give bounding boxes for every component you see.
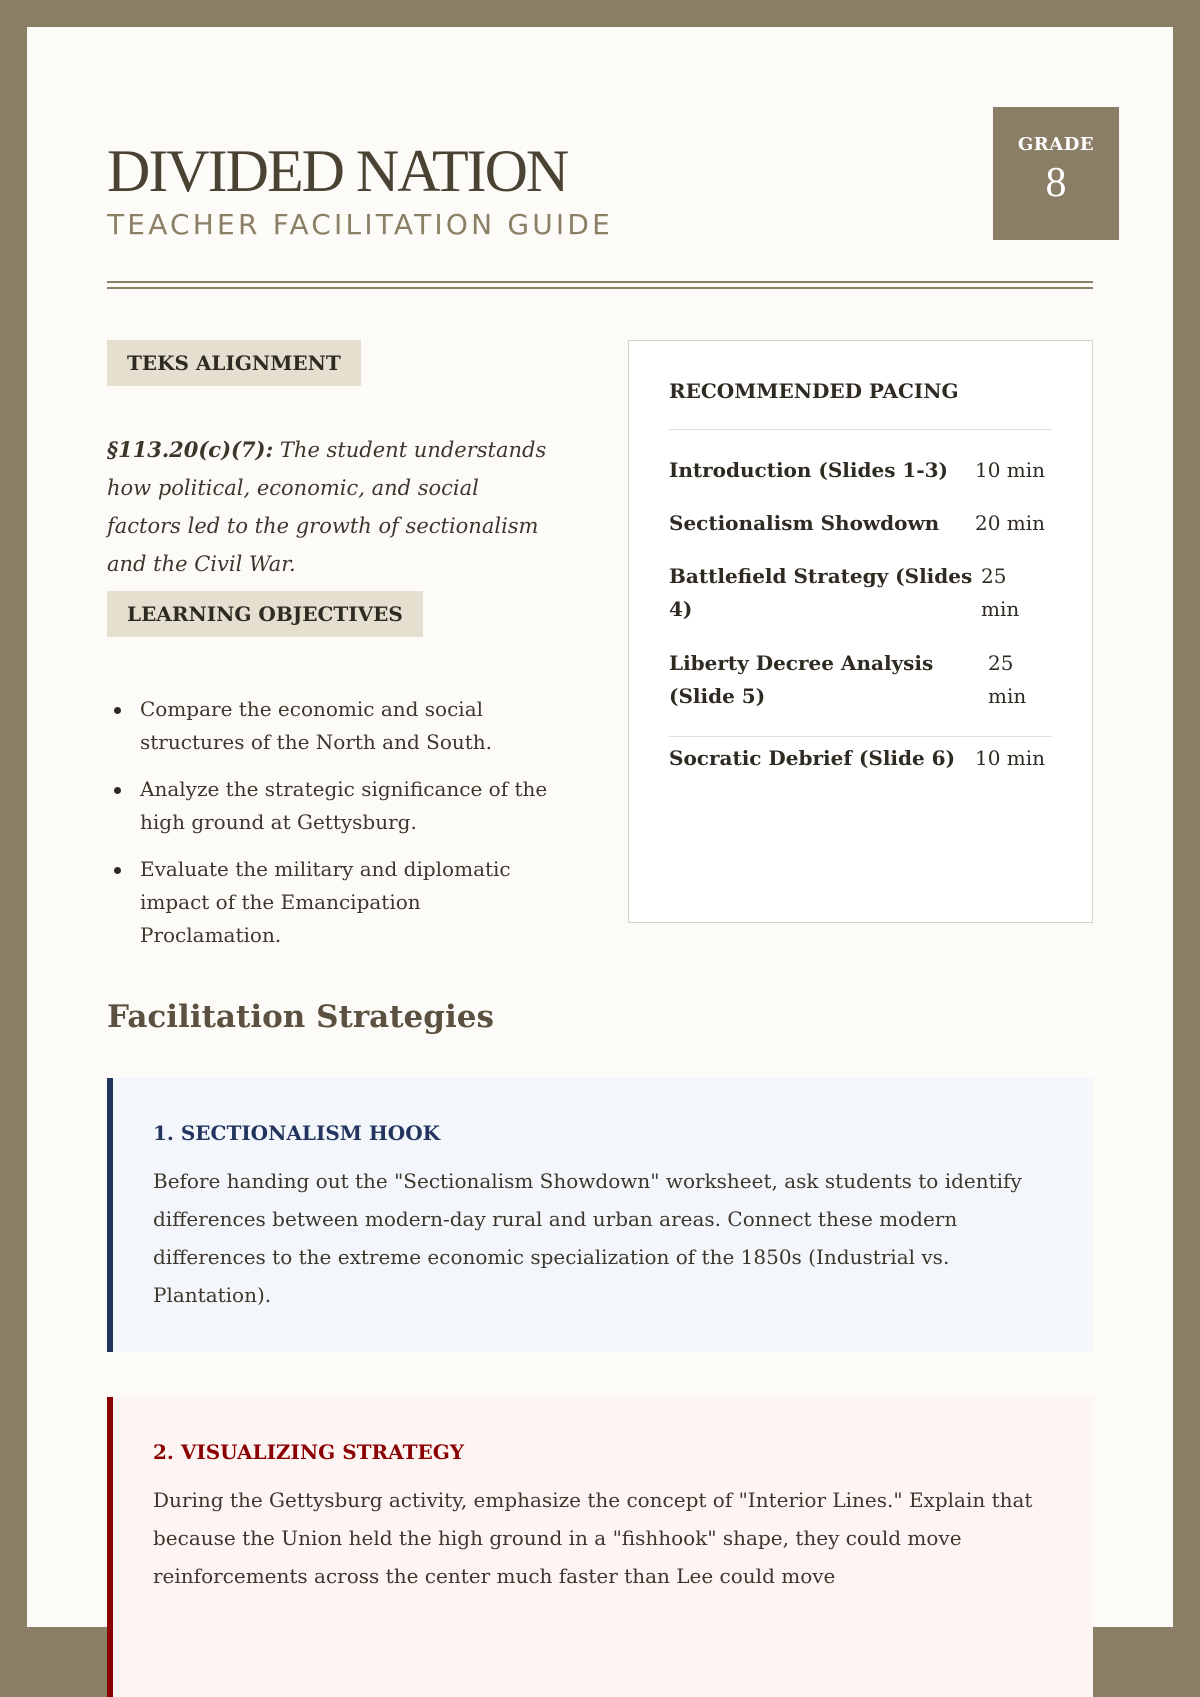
- objectives-heading: LEARNING OBJECTIVES: [107, 591, 423, 637]
- page-title: DIVIDED NATION: [107, 138, 568, 204]
- strategy-title: 2. VISUALIZING STRATEGY: [153, 1440, 465, 1464]
- pacing-duration: 20 min: [975, 511, 1046, 535]
- strategy-title: 1. SECTIONALISM HOOK: [153, 1121, 440, 1145]
- pacing-activity: Introduction (Slides 1-3): [669, 458, 949, 482]
- pacing-heading: RECOMMENDED PACING: [669, 379, 959, 403]
- teks-description: The student understands how political, economic, and social factors led to the growth of sectionalism and the Civil War.: [107, 438, 547, 576]
- pacing-duration: 25 min: [988, 651, 1027, 708]
- objectives-list: [107, 693, 557, 966]
- header-divider: [107, 281, 1093, 289]
- pacing-duration: 10 min: [975, 746, 1046, 770]
- grade-value: 8: [1045, 160, 1067, 206]
- strategies-heading: Facilitation Strategies: [107, 999, 494, 1035]
- pacing-activity: Sectionalism Showdown: [669, 511, 940, 535]
- list-item: Compare the economic and social structures of the North and South.: [107, 693, 557, 759]
- teks-code: §113.20(c)(7):: [107, 437, 274, 462]
- pacing-divider: [669, 429, 1052, 430]
- list-item: Evaluate the military and diplomatic impact of the Emancipation Proclamation.: [107, 853, 557, 952]
- pacing-duration: 25 min: [981, 564, 1020, 621]
- pacing-activity: Liberty Decree Analysis (Slide 5): [669, 651, 934, 708]
- pacing-activity: Socratic Debrief (Slide 6): [669, 746, 956, 770]
- strategy-card: [107, 1078, 1093, 1352]
- grade-label: GRADE: [1017, 134, 1095, 155]
- strategy-card: [107, 1397, 1093, 1697]
- strategy-body: During the Gettysburg activity, emphasize the concept of "Interior Lines." Explain that because the Union held the high ground in a "fishhook" shape, they could move reinforcements across the center much faster than Lee could move: [153, 1488, 1033, 1588]
- pacing-panel: [628, 340, 1093, 923]
- list-item: Analyze the strategic significance of the high ground at Gettysburg.: [107, 773, 557, 839]
- pacing-duration: 10 min: [975, 458, 1046, 482]
- page-subtitle: TEACHER FACILITATION GUIDE: [107, 208, 614, 241]
- pacing-activity: Battlefield Strategy (Slides 4): [669, 564, 973, 621]
- teks-heading: TEKS ALIGNMENT: [107, 340, 361, 386]
- grade-badge: [993, 107, 1119, 240]
- pacing-divider: [669, 736, 1052, 737]
- guide-page: [27, 27, 1173, 1627]
- teks-standard: [107, 431, 557, 583]
- strategy-body: Before handing out the "Sectionalism Showdown" worksheet, ask students to identify differences between modern-day rural and urban areas. Connect these modern differences to the extreme economic specialization of the 1850s (Industrial vs. Plantation).: [153, 1169, 1022, 1307]
